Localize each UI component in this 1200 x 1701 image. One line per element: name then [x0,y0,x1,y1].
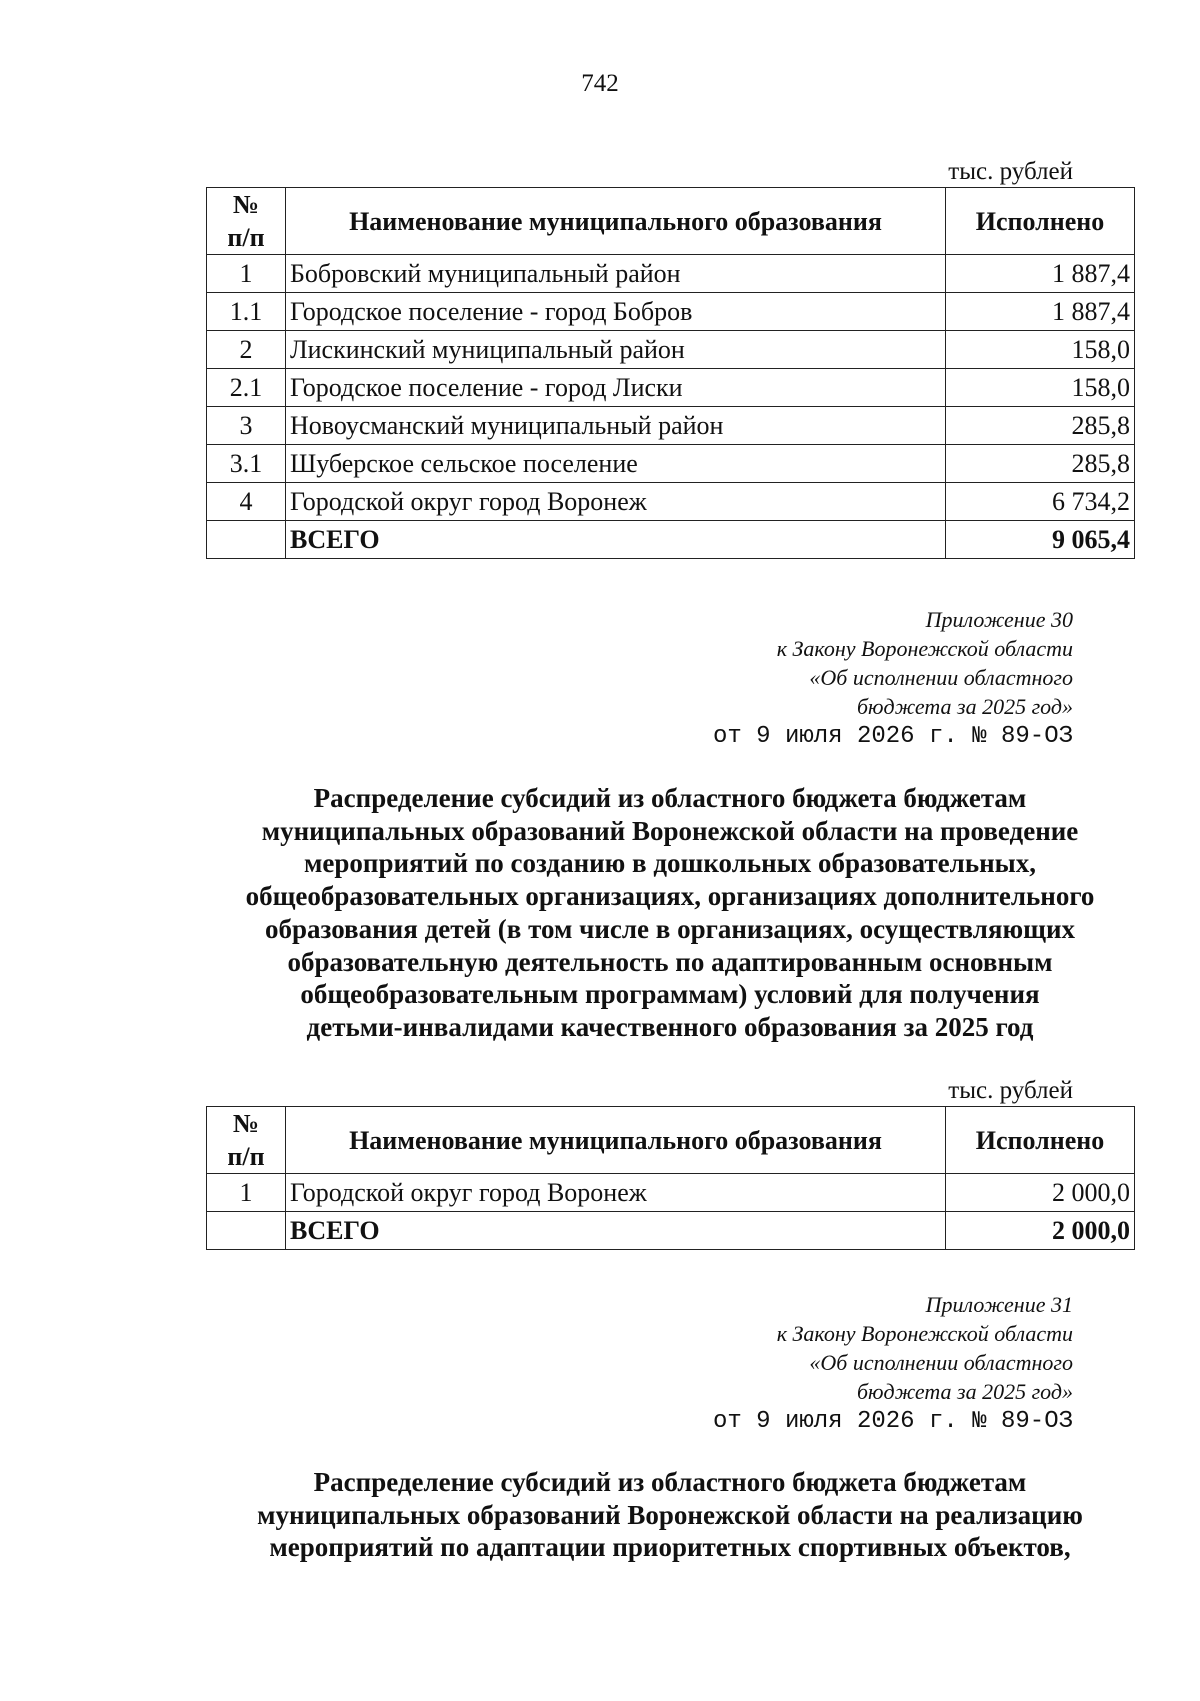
table-header-row [207,1107,1135,1174]
table-header-row [207,188,1135,255]
row-num: 1 [207,255,286,293]
units-label-2: тыс. рублей [948,1077,1073,1104]
table-total-row [207,521,1135,559]
table-row [207,331,1135,369]
table-row [207,255,1135,293]
row-name: Городской округ город Воронеж [286,1174,946,1212]
row-num: 3.1 [207,445,286,483]
heading-line: образования детей (в том числе в организациях, осуществляющих [264,913,1076,944]
table-row [207,483,1135,521]
table-row [207,293,1135,331]
row-num: 2 [207,331,286,369]
row-value: 2 000,0 [946,1174,1135,1212]
row-value: 1 887,4 [946,293,1135,331]
heading-line: Распределение субсидий из областного бюджета бюджетам [313,1467,1027,1497]
row-name: Новоусманский муниципальный район [286,407,946,445]
header-num-line2: п/п [227,1142,265,1171]
header-value: Исполнено [946,188,1135,255]
heading-line: муниципальных образований Воронежской области на проведение [261,815,1079,846]
row-num: 4 [207,483,286,521]
heading-line: мероприятий по созданию в дошкольных образовательных, [304,848,1036,879]
row-value: 6 734,2 [946,483,1135,521]
table-row [207,1174,1135,1212]
units-label-1: тыс. рублей [948,158,1073,185]
row-name: Бобровский муниципальный район [286,255,946,293]
row-name: Городской округ город Воронеж [286,483,946,521]
row-name: Городское поселение - город Бобров [286,293,946,331]
total-value: 9 065,4 [946,521,1135,559]
appendix-31-law: к Закону Воронежской области [776,1321,1073,1346]
appendix-30-law: к Закону Воронежской области [776,636,1073,661]
header-num-line1: № [232,190,260,219]
row-num: 1.1 [207,293,286,331]
header-num-line1: № [232,1109,260,1138]
appendix-30-block [553,605,1073,753]
total-label: ВСЕГО [286,521,946,559]
total-label: ВСЕГО [286,1212,946,1250]
row-value: 158,0 [946,369,1135,407]
appendix-30-law-title-1: «Об исполнении областного [809,665,1073,690]
row-name: Городское поселение - город Лиски [286,369,946,407]
row-num: 2.1 [207,369,286,407]
row-value: 158,0 [946,331,1135,369]
appendix-31-title: Приложение 31 [925,1292,1073,1317]
appendix-30-date: от 9 июля 2026 г. № 89-ОЗ [712,723,1073,750]
header-num-line2: п/п [227,223,265,252]
row-name: Лискинский муниципальный район [286,331,946,369]
heading-line: детьми-инвалидами качественного образования за 2025 год [306,1011,1034,1042]
table-appendix-30 [206,1106,1135,1250]
heading-appendix-30 [190,782,1150,1044]
total-num [207,521,286,559]
total-value: 2 000,0 [946,1212,1135,1250]
appendix-31-block [553,1290,1073,1438]
heading-line: муниципальных образований Воронежской области на реализацию [257,1499,1083,1530]
row-num: 3 [207,407,286,445]
heading-line: общеобразовательных организациях, организациях дополнительного [245,881,1095,912]
header-num [207,1107,286,1174]
row-num: 1 [207,1174,286,1212]
header-num [207,188,286,255]
heading-line: мероприятий по адаптации приоритетных спортивных объектов, [269,1532,1071,1563]
appendix-31-date: от 9 июля 2026 г. № 89-ОЗ [712,1408,1073,1435]
header-name: Наименование муниципального образования [286,1107,946,1174]
heading-line: общеобразовательным программам) условий для получения [300,979,1040,1010]
table-row [207,369,1135,407]
header-name: Наименование муниципального образования [286,188,946,255]
table-row [207,407,1135,445]
header-value: Исполнено [946,1107,1135,1174]
table-appendix-29 [206,187,1135,559]
appendix-30-law-title-2: бюджета за 2025 год» [856,694,1073,719]
appendix-31-law-title-1: «Об исполнении областного [809,1350,1073,1375]
row-value: 285,8 [946,445,1135,483]
page-number: 742 [581,70,619,97]
total-num [207,1212,286,1250]
row-value: 1 887,4 [946,255,1135,293]
row-value: 285,8 [946,407,1135,445]
table-row [207,445,1135,483]
appendix-31-law-title-2: бюджета за 2025 год» [856,1379,1073,1404]
heading-line: образовательную деятельность по адаптированным основным [287,946,1053,977]
table-total-row [207,1212,1135,1250]
row-name: Шуберское сельское поселение [286,445,946,483]
heading-line: Распределение субсидий из областного бюджета бюджетам [313,783,1027,813]
appendix-30-title: Приложение 30 [925,607,1073,632]
heading-appendix-31 [190,1466,1150,1564]
